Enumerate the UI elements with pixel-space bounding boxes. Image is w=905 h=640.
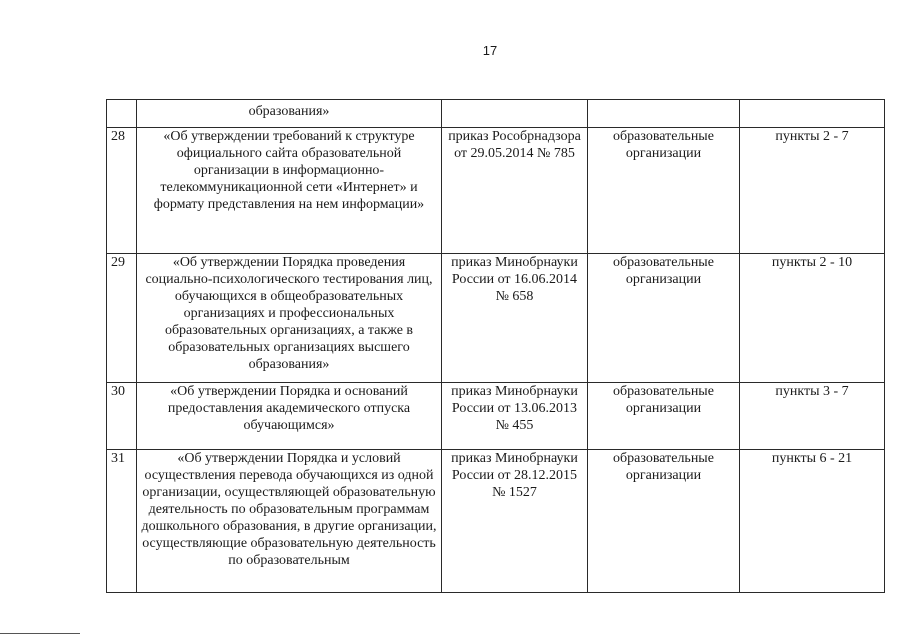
document-title: «Об утверждении Порядка проведения социально-психологического тестирования лиц, обучающихся в общеобразовательных организациях и профессиональных образовательных организациях, а также в образовательных организациях высшего образования» [137, 254, 442, 383]
applicability-scope [588, 100, 740, 128]
row-number: 31 [107, 450, 137, 593]
document-title: «Об утверждении требований к структуре официального сайта образовательной организации в информационно-телекоммуникационной сети «Интернет» и формату представления на нем информации» [137, 128, 442, 254]
applicable-points: пункты 3 - 7 [740, 383, 885, 450]
applicability-scope: образовательные организации [588, 450, 740, 593]
table-row [107, 128, 885, 254]
regulations-table [106, 99, 885, 593]
row-number: 28 [107, 128, 137, 254]
applicable-points: пункты 2 - 10 [740, 254, 885, 383]
document-title: «Об утверждении Порядка и условий осуществления перевода обучающихся из одной организации, осуществляющей образовательную деятельность по образовательным программам дошкольного образования, в другие организации, осуществляющие образовательную деятельность по образовательным [137, 450, 442, 593]
applicability-scope: образовательные организации [588, 254, 740, 383]
applicable-points: пункты 6 - 21 [740, 450, 885, 593]
table-row [107, 450, 885, 593]
table-row [107, 100, 885, 128]
row-number: 30 [107, 383, 137, 450]
applicable-points: пункты 2 - 7 [740, 128, 885, 254]
document-reference: приказ Минобрнауки России от 13.06.2013 № 455 [442, 383, 588, 450]
document-title: «Об утверждении Порядка и оснований предоставления академического отпуска обучающимся» [137, 383, 442, 450]
document-reference: приказ Минобрнауки России от 16.06.2014 № 658 [442, 254, 588, 383]
applicability-scope: образовательные организации [588, 128, 740, 254]
page-number: 17 [482, 43, 498, 58]
document-reference: приказ Минобрнауки России от 28.12.2015 № 1527 [442, 450, 588, 593]
document-reference: приказ Рособрнадзора от 29.05.2014 № 785 [442, 128, 588, 254]
table-row [107, 383, 885, 450]
applicable-points [740, 100, 885, 128]
document-title: образования» [137, 100, 442, 128]
row-number [107, 100, 137, 128]
table-row [107, 254, 885, 383]
applicability-scope: образовательные организации [588, 383, 740, 450]
row-number: 29 [107, 254, 137, 383]
footer-divider [0, 633, 80, 634]
document-reference [442, 100, 588, 128]
